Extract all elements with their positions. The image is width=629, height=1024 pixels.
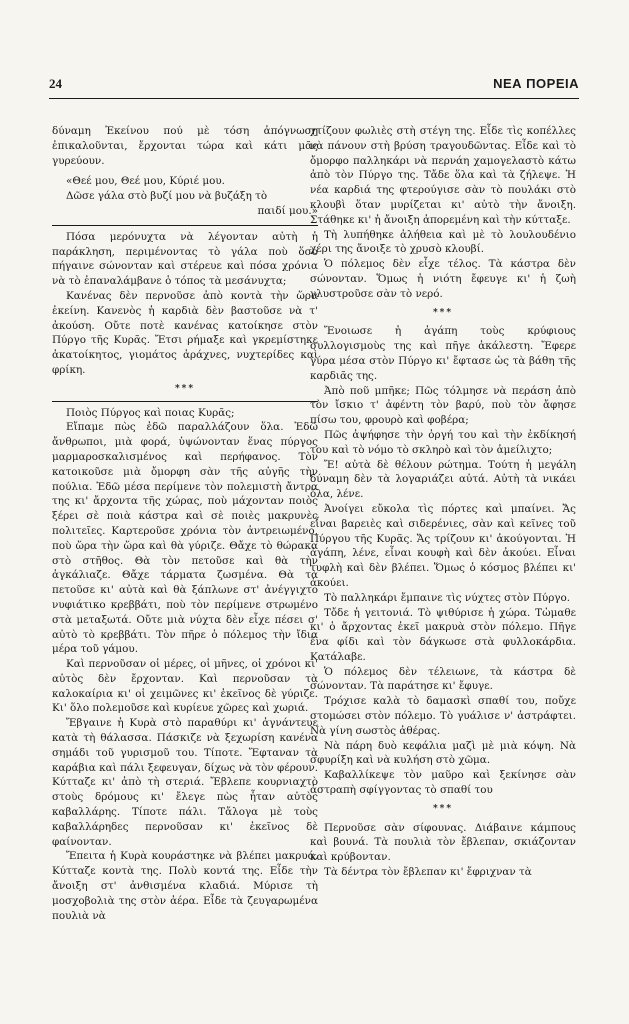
divider [52,401,318,402]
poem-line: Δῶσε γάλα στὸ βυζί μου νὰ βυζάξη τὸ [66,190,268,203]
page-number: 24 [49,76,62,91]
header-rule [49,98,579,99]
paragraph: Ἀνοίγει εὔκολα τὶς πόρτες καὶ μπαίνει. Ἄς εἶναι βαρειὲς καὶ σιδερένιες, σὰν καὶ κεῖνες τοῦ Πύργου τῆς Κυρᾶς. Ἄς τρίζουν κι' ἀκούγονται. Ἡ ἀγάπη, λένε, εἶναι κουφὴ καὶ δὲν ἀκούει. Εἶναι τυφλὴ καὶ δὲν βλέπει. Ὅμως ὁ κόσμος βλέπει κι' ἀκούει. [310,502,576,589]
paragraph: Ἔπειτα ἡ Κυρὰ κουράστηκε νὰ βλέπει μακρυά. Κύτταζε κοντὰ της. Πολὺ κοντά της. Εἶδε τὴν ἄνοιξη στ' ἀνθισμένα κλαδιά. Μύρισε τὴ μοσχοβολιὰ της στὸν ἀέρα. Εἶδε τὰ ζευγαρωμένα πουλιὰ νὰ [52,850,318,922]
divider [52,225,318,226]
paragraph: Τὴ λυπήθηκε ἀλήθεια καὶ μὲ τὸ λουλουδένιο χέρι της ἄνοιξε τὸ χρυσὸ κλουβί. [310,228,576,256]
paragraph: Πῶς ἀψήφησε τὴν ὀργή του καὶ τὴν ἐκδίκησή του καὶ τὸ νόμο τὸ σκληρὸ καὶ τὸν ἀμείλιχτο; [310,428,576,456]
paragraph: δύναμη Ἐκείνου πού μὲ τόση ἀπόγνωση ἐπικαλοῦνται, ἔρχονται τώρα καὶ κάτι μᾶς γυρεύουν. [52,125,318,167]
paragraph: Τρόχισε καλὰ τὸ δαμασκὶ σπαθί του, ποὔχε στομώσει στὸν πόλεμο. Τὸ γυάλισε ν' ἀστράφτει. Νὰ γίνη σωστὸς ἀθέρας. [310,695,576,737]
paragraph: Ὁ πόλεμος δὲν εἶχε τέλος. Τὰ κάστρα δὲν σώνονταν. Ὅμως ἡ νιότη ἔφευγε κι' ἡ ζωὴ γλυστροῦσε σὰν τὸ νερό. [310,258,576,300]
paragraph: Ἔνοιωσε ἡ ἀγάπη τοὺς κρύφιους συλλογισμοὺς της καὶ πῆγε ἀκάλεστη. Ἔφερε γύρα μέσα στὸν Πύργο κι' ἔφτασε ὡς τὰ βάθη τῆς καρδιᾶς της. [310,325,576,382]
poem-line: παιδί μου.» [257,204,318,217]
running-head: ΝΕΑ ΠΟΡΕΙΑ [493,76,579,91]
paragraph: Κανένας δὲν περνοῦσε ἀπὸ κοντὰ τὴν ὥρα ἐκείνη. Κανενὸς ἡ καρδιὰ δὲν βαστοῦσε νὰ τ' ἀκούση. Οὔτε ποτὲ κανένας κατοίκησε στὸν Πύργο τῆς Κυρᾶς. Ἔτσι ρήμαξε καὶ γκρεμίστηκε ἀκατοίκητος, γιομάτος ἀράχνες, νυχτερίδες καὶ φρίκη. [52,289,318,376]
paragraph: χτίζουν φωλιὲς στὴ στέγη της. Εἶδε τὶς κοπέλλες νὰ πάνουν στὴ βρύση τραγουδῶντας. Εἶδε καὶ τὸ ὄμορφο παλληκάρι νὰ περνάη χαμογελαστὸ κάτω ἀπὸ τὸν Πύργο της. Τἄδε ὅλα καὶ τὰ ζήλεψε. Ἡ νέα καρδιά της φτερούγισε σὰν τὸ πουλάκι στὸ κλουβὶ ὅταν μυρίζεται κι' αὐτὸ τὴν ἄνοιξη. Στάθηκε κι' ἡ ἄνοιξη ἀπορεμένη καὶ τὴν κύτταξε. [310,125,576,226]
poem-line: «Θεέ μου, Θεέ μου, Κύριέ μου. [66,175,225,188]
paragraph: Τὸ παλληκάρι ἔμπαινε τὶς νύχτες στὸν Πύργο. [324,591,571,604]
paragraph: Καὶ περνοῦσαν οἱ μέρες, οἱ μῆνες, οἱ χρόνοι κι' αὐτὸς δὲν ἔρχονταν. Καὶ περνοῦσαν τὰ καλοκαίρια κι' οἱ χειμῶνες κι' ἐκεῖνος δὲ γύριζε. Κι' ὅλο πολεμοῦσε καὶ κυρίευε χῶρες καὶ χωριά. [52,658,318,715]
paragraph: Εἴπαμε πὼς ἐδῶ παραλλάζουν ὅλα. Ἐδῶ ἄνθρωποι, μιὰ φορά, ὑψώνονταν ἕνας πύργος μαρμαροσκαλισμένος καὶ περήφανος. Τὸν κατοικοῦσε μιὰ ὄμορφη σὰν τῆς αὐγῆς τὴν πούλια. Ἐδῶ μέσα περίμενε τὸν πολεμιστὴ ἄντρα της κι' ἄρχοντα τῆς χώρας, ποὺ μάχονταν ποιὸς ξέρει σὲ ποιὰ κάστρα καὶ σὲ ποιὲς μακρυνὲς πολιτεῖες. Καρτεροῦσε χρόνια τὸν ἀντρειωμένο, ποὺ ὥρα τὴν ὥρα καὶ θὰ γύριζε. Θἄχε τὸ θώρακα στὸ στῆθος. Θὰ τὸν πετοῦσε καὶ θὰ τὴν ἀγκάλιαζε. Θἄχε τάρματα ζωσμένα. Θὰ τὰ πετοῦσε κι' αὐτὰ καὶ θὰ ξάπλωνε στ' ἀνέγγιχτο νυφιάτικο κρεββάτι, ποὺ τὸν περίμενε στρωμένο στὰ μεταξωτά. Οὔτε μιὰ νύχτα δὲν εἶχε πέσει σ' αὐτὸ τὸ κρεββάτι. Τὸν πῆρε ὁ πόλεμος τὴν ἴδια μέρα τοῦ γάμου. [52,421,318,656]
paragraph: Ἔβγαινε ἡ Κυρὰ στὸ παραθύρι κι' ἀγνάντευε κατὰ τὴ θάλασσα. Πάσκιζε νὰ ξεχωρίση κανένα σημάδι τοῦ γυρισμοῦ του. Τίποτε. Ἔφταναν τὰ καράβια καὶ πάλι ξεφευγαν, δίχως νὰ τὸν φέρουν. Κύτταζε κι' ἀπὸ τὴ στεριά. Ἔβλεπε κουρνιαχτὸ στοὺς δρόμους κι' ἔλεγε πὼς ἦταν αὐτὸς καβαλλάρης. Τίποτε πάλι. Τἄλογα μὲ τοὺς καβαλλάρηδες περνοῦσαν κι' ἐκεῖνος δὲ φαίνονταν. [52,717,318,848]
left-column [52,124,318,923]
section-break-stars: *** [174,383,196,394]
paragraph: Πόσα μερόνυχτα νὰ λέγονταν αὐτὴ ἡ παράκληση, περιμένοντας τὸ γάλα ποὺ ὅσο πήγαινε σώνονταν καὶ στέρευε καὶ πόσα χρόνια νὰ τὸ ἐπαναλάμβανε ὁ τόπος τὰ μεσάνυχτα; [52,230,318,288]
section-break-stars: *** [432,307,454,318]
section-break-stars: *** [432,803,454,814]
right-column [310,124,576,880]
paragraph: Νὰ πάρη δυὸ κεφάλια μαζὶ μὲ μιὰ κόψη. Νὰ σφυρίξη καὶ νὰ κυλήση στὸ χῶμα. [310,739,576,767]
paragraph: Τὄδε ἡ γειτονιά. Τὸ ψιθύρισε ἡ χώρα. Τὠμαθε κι' ὁ ἄρχοντας ἐκεῖ μακρυὰ στὸν πόλεμο. Πῆγε ἕνα φίδι καὶ τὸν δάγκωσε στὰ φυλλοκάρδια. Κατάλαβε. [310,606,576,663]
paragraph: Τὰ δέντρα τὸν ἔβλεπαν κι' ἔφριχναν τὰ [324,866,532,879]
paragraph: Περνοῦσε σὰν σίφουνας. Διάβαινε κάμπους καὶ βουνά. Τὰ πουλιὰ τὸν ἔβλεπαν, σκιάζονταν καὶ κρύβονταν. [310,821,576,864]
paragraph: Ἀπὸ ποῦ μπῆκε; Πῶς τόλμησε νὰ περάση ἀπὸ τὸν ἴσκιο τ' ἀφέντη τὸν βαρύ, ποὺ τὸν ἄφησε πίσω του, φρουρὸ καὶ φοβέρα; [310,384,576,427]
paragraph: Ἔ! αὐτὰ δὲ θέλουν ρώτημα. Τούτη ἡ μεγάλη δύναμη δὲν τὰ λογαριάζει αὐτά. Αὐτὴ τὰ νικάει ὅλα, λένε. [310,458,576,501]
paragraph: Καβαλλίκεψε τὸν μαῦρο καὶ ξεκίνησε σὰν ἀστραπὴ σφίγγοντας τὸ σπαθί του [310,769,576,797]
paragraph: Ὁ πόλεμος δὲν τέλειωνε, τὰ κάστρα δὲ σώνονταν. Τὰ παράτησε κι' ἔφυγε. [310,665,576,693]
paragraph: Ποιὸς Πύργος καὶ ποιας Κυρᾶς; [66,406,235,419]
poem-quote [52,174,318,218]
